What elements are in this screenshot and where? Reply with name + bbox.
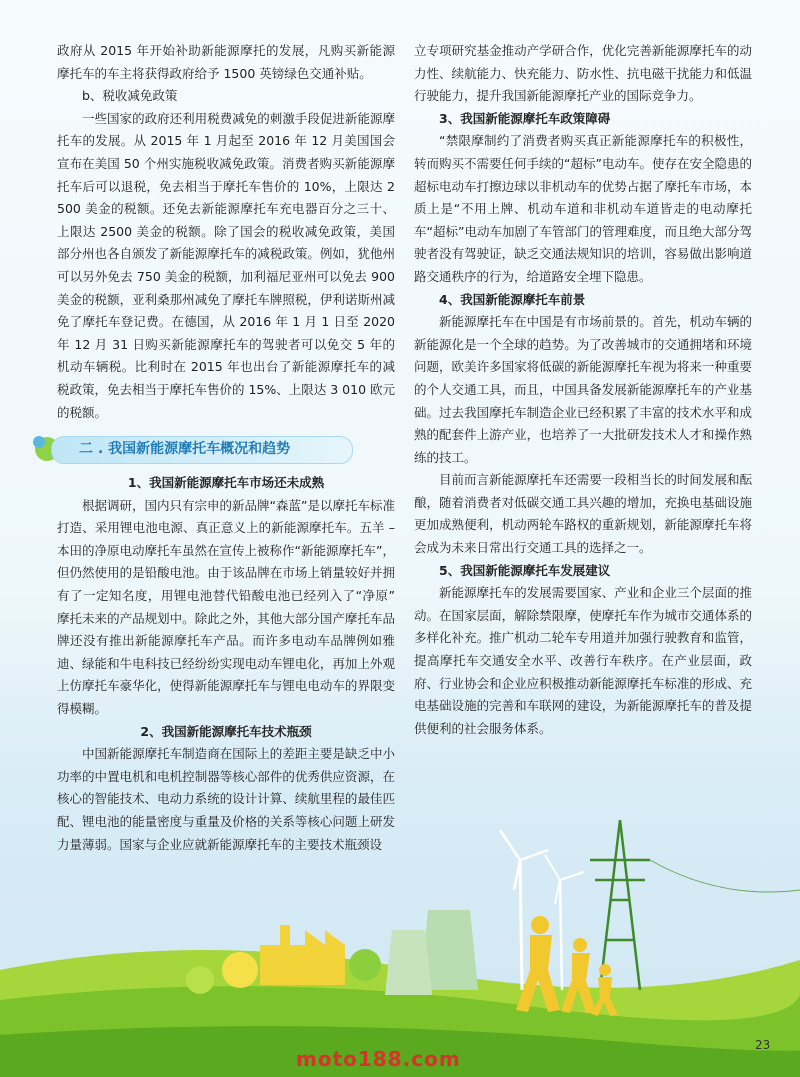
heading-1: 1、我国新能源摩托车市场还未成熟 [127,475,325,491]
paragraph: 政府从 2015 年开始补助新能源摩托的发展，凡购买新能源摩托车的车主将获得政府给予 1500 英镑绿色交通补贴。 [57,43,395,81]
page-number: 23 [755,1038,771,1052]
paragraph: “禁限摩制约了消费者购买真正新能源摩托车的积极性，转而购买不需要任何手续的“超标”电动车。使存在安全隐患的超标电动车打擦边球以非机动车的优势占据了摩托车市场，本质上是“不用上牌、机动车道和非机动车道皆走的电动摩托车“超标”电动车加剧了车管部门的管理难度，而且绝大部分驾驶者没有驾驶证，缺乏交通法规知识的培训，容易做出影响道路交通秩序的行为，给道路安全埋下隐患。 [414,133,752,284]
paragraph: 新能源摩托车在中国是有市场前景的。首先，机动车辆的新能源化是一个全球的趋势。为了改善城市的交通拥堵和环境问题，欧美许多国家将低碳的新能源摩托车视为将来一种重要的个人交通工具，而且，中国具备发展新能源摩托车的产业基础。过去我国摩托车制造企业已经积累了丰富的技术水平和成熟的配套件上游产业，也培养了一大批研发技术人才和操作熟练的技工。 [414,314,752,465]
paragraph: 目前而言新能源摩托车还需要一段相当长的时间发展和酝酿，随着消费者对低碳交通工具兴趣的增加，充换电基础设施更加成熟便利，机动两轮车路权的重新规划，新能源摩托车将会成为未来日常出行交通工具的选择之一。 [414,472,752,556]
paragraph: 中国新能源摩托车制造商在国际上的差距主要是缺乏中小功率的中置电机和电机控制器等核心部件的优秀供应资源，在核心的智能技术、电动力系统的设计计算、续航里程的最佳匹配、锂电池的能量密度与重量及价格的关系等核心问题上研发力量薄弱。国家与企业应就新能源摩托车的主要技术瓶颈设 [57,746,395,852]
heading-5: 5、我国新能源摩托车发展建议 [439,562,611,578]
heading-4: 4、我国新能源摩托车前景 [439,291,586,307]
section-banner [27,434,395,464]
green-energy-illustration [0,820,800,1077]
subheading-b: b、税收减免政策 [82,88,178,104]
heading-3: 3、我国新能源摩托车政策障碍 [439,110,611,126]
paragraph: 新能源摩托车的发展需要国家、产业和企业三个层面的推动。在国家层面，解除禁限摩，使摩托车作为城市交通体系的多样化补充。推广机动二轮车专用道并加强行驶教育和监管，提高摩托车交通安全水平、改善行车秩序。在产业层面，政府、行业协会和企业应积极推动新能源摩托车标准的形成、充电基础设施的完善和车联网的建设，为新能源摩托车的普及提供便利的社会服务体系。 [414,585,752,736]
section-title: 二 . 我国新能源摩托车概况和趋势 [79,441,291,458]
paragraph: 根据调研，国内只有宗申的新品牌“森蓝”是以摩托车标准打造、采用锂电池电源、真正意义上的新能源摩托车。五羊 – 本田的净原电动摩托车虽然在宣传上被称作“新能源摩托车”，但仍然使用的是铅酸电池。由于该品牌在市场上销量较好并拥有了一定知名度，用锂电池替代铅酸电池已经列入了“净原” 摩托未来的产品规划中。除此之外，其他大部分国产摩托车品牌还没有推出新能源摩托车产品。而许多电动车品牌例如雅迪、绿能和牛电科技已经纷纷实现电动车锂电化，再加上外观上仿摩托车豪华化，使得新能源摩托车与锂电电动车的界限变得模糊。 [57,497,395,717]
paragraph: 立专项研究基金推动产学研合作，优化完善新能源摩托车的动力性、续航能力、快充能力、防水性、抗电磁干扰能力和低温行驶能力，提升我国新能源摩托产业的国际竞争力。 [414,43,752,104]
paragraph: 一些国家的政府还利用税费减免的刺激手段促进新能源摩托车的发展。从 2015 年 1 月起至 2016 年 12 月美国国会宣布在美国 50 个州实施税收减免政策。消费者购买新能源摩托车后可以退税，免去相当于摩托车售价的 10%，上限达 2 500 美金的税额。还免去新能源摩托车充电器百分之三十、上限达 2500 美金的税额。除了国会的税收减免政策，美国部分州也各自颁发了新能源摩托车的减税政策。例如，犹他州可以另外免去 750 美金的税额，加利福尼亚州可以免去 900 美金的税额，亚利桑那州减免了摩托车牌照税，伊利诺斯州减免了摩托车登记费。在德国，从 2016 年 1 月 1 日至 2020 年 12 月 31 日购买新能源摩托车的驾驶者可以免交 5 年的机动车辆税。比利时在 2015 年也出台了新能源摩托车的减税政策，免去相当于摩托车售价的 15%、上限达 3 010 欧元的税额。 [57,110,395,420]
site-watermark: moto188.com [296,1047,461,1071]
heading-2: 2、我国新能源摩托车技术瓶颈 [140,723,312,739]
left-column [57,40,395,856]
right-column [414,40,752,740]
